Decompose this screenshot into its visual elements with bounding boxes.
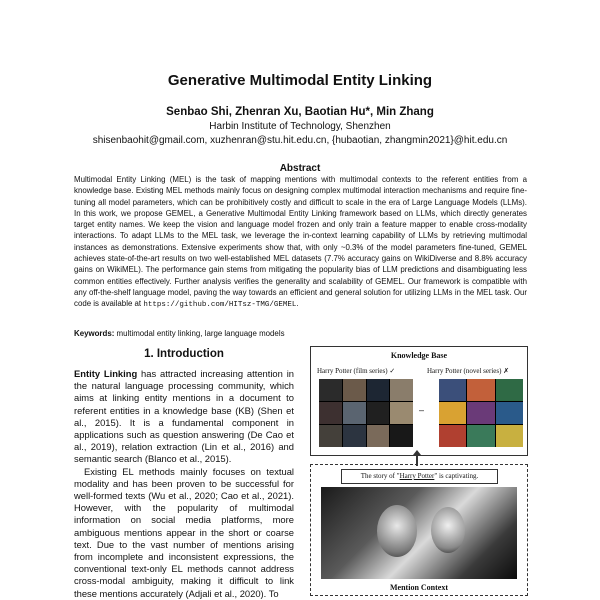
film-image-tile — [319, 402, 342, 424]
film-image-tile — [390, 425, 413, 447]
novel-image-tile — [467, 402, 494, 424]
keywords-label: Keywords: — [74, 329, 115, 338]
novel-image-tile — [467, 425, 494, 447]
mention-text: Harry Potter — [399, 472, 435, 480]
intro-body — [74, 368, 294, 600]
check-icon: ✓ — [389, 367, 396, 375]
story-pre: The story of " — [360, 472, 400, 480]
keywords-text: multimodal entity linking, large language models — [114, 329, 285, 338]
novel-image-tile — [467, 379, 494, 401]
knowledge-base-box — [310, 346, 528, 456]
story-post: " is captivating. — [434, 472, 479, 480]
author-list: Senbao Shi, Zhenran Xu, Baotian Hu*, Min Zhang — [166, 106, 434, 118]
novel-image-tile — [496, 425, 523, 447]
novel-image-tile — [496, 402, 523, 424]
film-label-text: Harry Potter (film series) — [317, 367, 388, 375]
mention-context-title: Mention Context — [390, 583, 448, 592]
abstract-text: Multimodal Entity Linking (MEL) is the task of mapping mentions with multimodal contexts to the referent entities from a knowledge base. Existing MEL methods mainly focus on designing complex multimodal interaction mechanisms and require fine-tuning all model parameters, which can be prohibitively costly and difficult to scale in the era of Large Language Models (LLMs). In this work, we propose GEMEL, a Generative Multimodal Entity Linking framework based on LLMs, which directly generates target entity names. We keep the vision and language model frozen and only train a feature mapper to enable cross-modality interactions. To adapt LLMs to the MEL task, we leverage the in-context learning capability of LLMs by retrieving multimodal instances as demonstrations. Extensive experiments show that, with only ~0.3% of the model parameters fine-tuned, GEMEL achieves state-of-the-art results on two well-established MEL datasets (7.7% accuracy gains on WikiDiverse and 8.8% accuracy gains on WikiMEL). The performance gain stems from mitigating the popularity bias of LLM predictions and disambiguating less common entities effectively. Further analysis verifies the generality and scalability of GEMEL. Our framework is compatible with any off-the-shelf language model, paving the way towards an efficient and general solution for utilizing LLMs in the MEL task. Our code is available at — [74, 175, 527, 309]
film-image-tile — [367, 425, 390, 447]
film-image-tile — [319, 379, 342, 401]
photo-face-right — [431, 507, 465, 553]
novel-series-label — [427, 367, 509, 375]
novel-image-tile — [439, 379, 466, 401]
intro-p1-text: has attracted increasing attention in the natural language processing community, which aims at linking entity mentions in a document to referent entities in a knowledge base (KB) (Shen et al., 2015). It is a fundamental component in applications such as question answering (De Cao et al., 2019), relation extraction (Lin et al., 2016) and semantic search (Blanco et al., 2015). — [74, 368, 294, 465]
film-series-label — [317, 367, 395, 375]
code-link[interactable]: https://github.com/HITsz-TMG/GEMEL — [143, 301, 297, 310]
novel-label-text: Harry Potter (novel series) — [427, 367, 502, 375]
intro-term: Entity Linking — [74, 368, 138, 379]
film-image-tile — [319, 425, 342, 447]
separator-dash: – — [419, 405, 425, 415]
film-image-tile — [343, 402, 366, 424]
mention-photo — [321, 487, 517, 579]
film-image-tile — [367, 402, 390, 424]
novel-image-grid — [439, 379, 523, 447]
cross-icon: ✗ — [503, 367, 510, 375]
novel-image-tile — [439, 425, 466, 447]
abstract-heading: Abstract — [279, 163, 321, 174]
photo-face-left — [377, 505, 417, 557]
author-emails: shisenbaohit@gmail.com, xuzhenran@stu.hit.edu.cn, {hubaotian, zhangmin2021}@hit.edu.cn — [92, 135, 508, 146]
film-image-tile — [343, 379, 366, 401]
film-image-tile — [390, 379, 413, 401]
film-image-grid — [319, 379, 413, 447]
film-image-tile — [367, 379, 390, 401]
paper-title: Generative Multimodal Entity Linking — [167, 72, 433, 89]
novel-image-tile — [496, 379, 523, 401]
abstract-end: . — [296, 299, 299, 309]
affiliation: Harbin Institute of Technology, Shenzhen — [209, 121, 391, 132]
figure — [308, 346, 528, 594]
novel-image-tile — [439, 402, 466, 424]
intro-heading: 1. Introduction — [144, 348, 224, 360]
abstract-body — [74, 174, 527, 312]
film-image-tile — [390, 402, 413, 424]
kb-title: Knowledge Base — [390, 351, 448, 360]
mention-context-box — [310, 464, 528, 596]
intro-paragraph-2: Existing EL methods mainly focuses on textual modality and has been proven to be successful for well-formed texts (Wu et al., 2020; Cao et al., 2021). However, with the popularity of multimodal information on social media platforms, more ambiguous mentions appear in the short or coarse text. Due to the vast number of mentions arising from incomplete and inconsistent expressions, the conventional text-only EL methods cannot address cross-modal ambiguity, making it difficult to link these mentions accurately (Adjali et al., 2020). To — [74, 465, 294, 599]
keywords — [74, 329, 527, 338]
mention-sentence — [341, 469, 498, 484]
film-image-tile — [343, 425, 366, 447]
intro-paragraph-1 — [74, 368, 294, 466]
